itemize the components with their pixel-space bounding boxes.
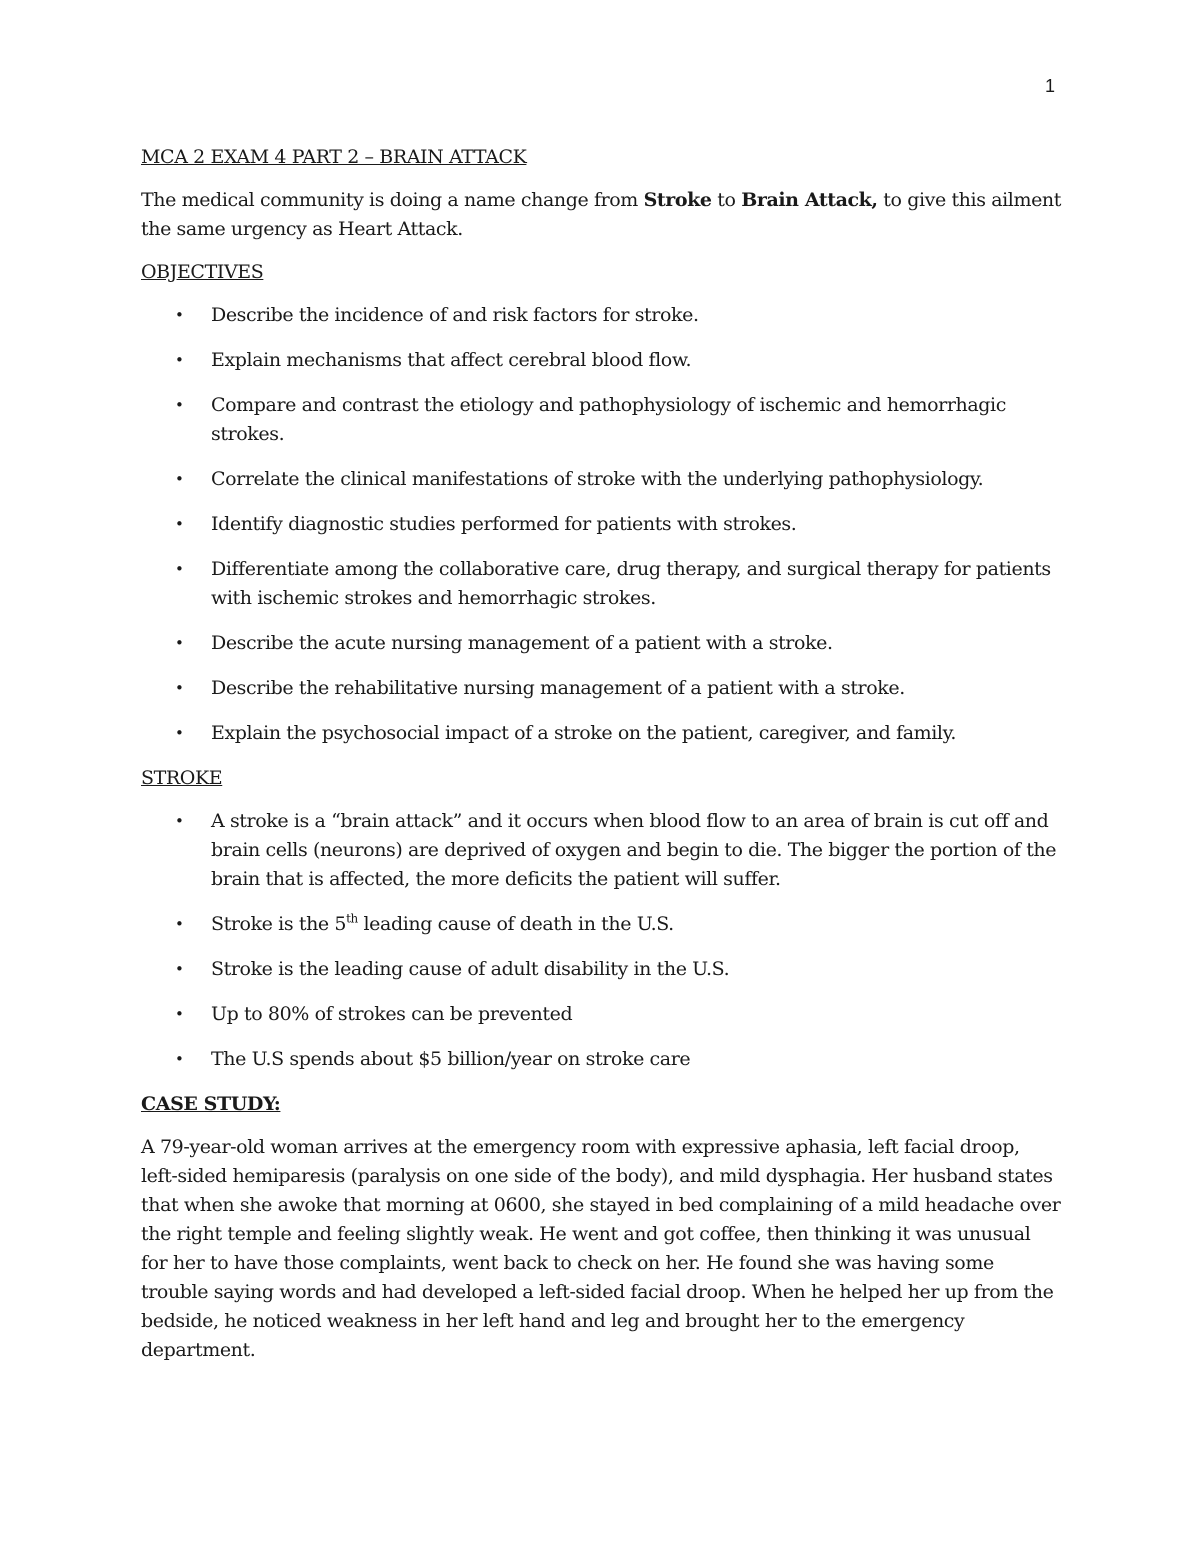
objectives-heading: OBJECTIVES: [141, 261, 264, 283]
page-number: 1: [1045, 76, 1056, 96]
stroke-list: [141, 807, 1061, 1074]
list-item: • Correlate the clinical manifestations of stroke with the underlying pathophysiology.: [141, 465, 1061, 494]
list-item: • Differentiate among the collaborative care, drug therapy, and surgical therapy for patients with ischemic strokes and hemorrhagic strokes.: [141, 555, 1061, 613]
stroke-item2-sup: th: [346, 911, 358, 926]
intro-term-stroke: Stroke: [643, 189, 712, 211]
intro-post: to give this ailment the same urgency as Heart Attack.: [141, 189, 1062, 240]
list-item: • Explain mechanisms that affect cerebral blood flow.: [141, 346, 1061, 375]
list-item: • A stroke is a “brain attack” and it occurs when blood flow to an area of brain is cut off and brain cells (neurons) are deprived of oxygen and begin to die. The bigger the portion of the brain that is affected, the more deficits the patient will suffer.: [141, 807, 1061, 894]
stroke-item2-post: leading cause of death in the U.S.: [357, 913, 674, 935]
intro-pre: The medical community is doing a name change from: [141, 189, 644, 211]
list-item: • Identify diagnostic studies performed for patients with strokes.: [141, 510, 1061, 539]
list-item: [141, 910, 1061, 939]
list-item: • Explain the psychosocial impact of a stroke on the patient, caregiver, and family.: [141, 719, 1061, 748]
objectives-list: [141, 301, 1061, 748]
list-item: • Describe the acute nursing management of a patient with a stroke.: [141, 629, 1061, 658]
list-item: • Describe the incidence of and risk factors for stroke.: [141, 301, 1061, 330]
case-study-heading: CASE STUDY:: [141, 1093, 281, 1115]
list-item: • Up to 80% of strokes can be prevented: [141, 1000, 1061, 1029]
intro-mid: to: [711, 189, 742, 211]
case-study-paragraph: A 79-year-old woman arrives at the emergency room with expressive aphasia, left facial droop, left-sided hemiparesis (paralysis on one side of the body), and mild dysphagia. Her husband states that when she awoke that morning at 0600, she stayed in bed complaining of a mild headache over the right temple and feeling slightly weak. He went and got coffee, then thinking it was unusual for her to have those complaints, went back to check on her. He found she was having some trouble saying words and had developed a left-sided facial droop. When he helped her up from the bedside, he noticed weakness in her left hand and leg and brought her to the emergency department.: [141, 1136, 1061, 1361]
intro-paragraph: [141, 186, 1061, 244]
list-item: • Stroke is the leading cause of adult disability in the U.S.: [141, 955, 1061, 984]
stroke-heading: STROKE: [141, 767, 223, 789]
list-item: • Compare and contrast the etiology and pathophysiology of ischemic and hemorrhagic strokes.: [141, 391, 1061, 449]
stroke-item2-pre: Stroke is the 5: [211, 913, 347, 935]
document-body: [141, 143, 1061, 1379]
document-title: MCA 2 EXAM 4 PART 2 – BRAIN ATTACK: [141, 146, 527, 168]
list-item: • The U.S spends about $5 billion/year on stroke care: [141, 1045, 1061, 1074]
list-item: • Describe the rehabilitative nursing management of a patient with a stroke.: [141, 674, 1061, 703]
intro-term-brain-attack: Brain Attack,: [741, 189, 878, 211]
